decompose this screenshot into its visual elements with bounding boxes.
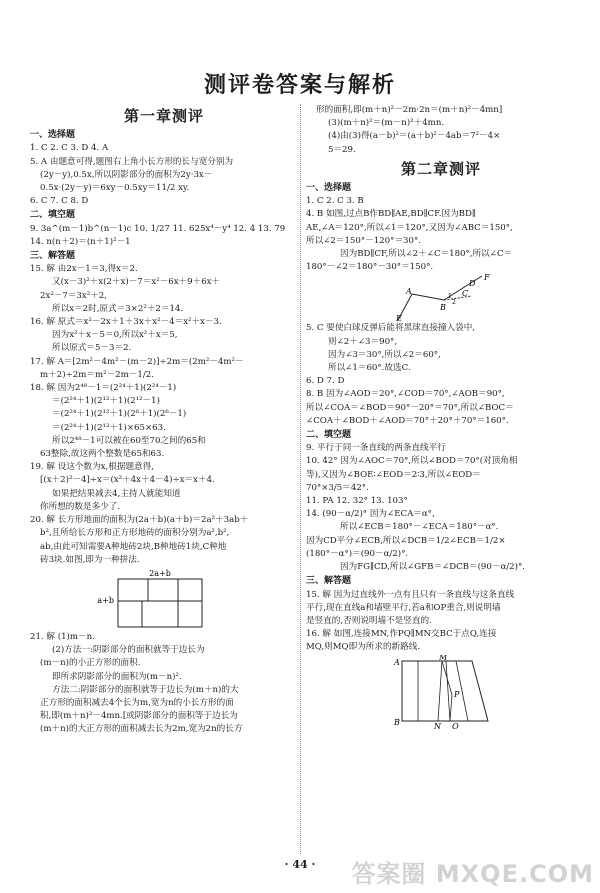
answer-line: 6. C 7. C 8. D bbox=[30, 196, 89, 207]
answer-line: 所以2⁴⁸－1可以被在60至70之间的65和 bbox=[52, 435, 206, 446]
fig2-label-q: Q bbox=[452, 721, 459, 729]
answer-line: 所以x＝2时,原式＝3×2²＋2＝14. bbox=[52, 303, 184, 314]
answer-line: 10. 42° 因为∠AOC＝70°,所以∠BOD＝70°(对顶角相 bbox=[306, 456, 518, 467]
answer-line: 1. C 2. C 3. D 4. A bbox=[30, 143, 109, 154]
answer-line: 21. 解 (1)m－n. bbox=[30, 631, 95, 642]
fig1-label-c: C bbox=[462, 289, 469, 299]
answer-line: 因为CD平分∠ECB,所以∠DCB＝1/2∠ECB＝1/2× bbox=[306, 535, 506, 546]
parallel-lines-diagram bbox=[306, 274, 576, 322]
watermark: 答案圈 MXQE.COM bbox=[351, 860, 594, 888]
chapter-2-answers bbox=[306, 182, 576, 274]
answer-line: (m＋n)的大正方形的面积减去长为2m,宽为2n的长方 bbox=[40, 724, 243, 735]
answer-line: 6. D 7. D bbox=[306, 376, 345, 387]
answer-line: 14. n(n＋2)＝(n＋1)²－1 bbox=[30, 236, 131, 247]
fig2-label-b: B bbox=[394, 717, 400, 727]
answer-line: 16. 解 如图,连接MN,作PQ∥MN交BC于点Q,连接 bbox=[306, 629, 497, 640]
answer-line: 5. C 要使白球反弹后能将黑球直接撞入袋中, bbox=[306, 323, 476, 334]
trapezoid-path-diagram bbox=[306, 655, 576, 729]
answer-line: 9. 3a^(m－1)b^(n－1)c 10. 1/27 11. 625x⁴－y⁴ 12. 4 13. 79 bbox=[30, 223, 286, 234]
angle-figure bbox=[306, 274, 576, 322]
answer-line: 因为∠3＝30°,所以∠2＝60°, bbox=[328, 349, 441, 360]
answer-line: 即所求阴影部分的面积为(m－n)². bbox=[52, 671, 182, 682]
fig1-label-f: F bbox=[484, 274, 490, 283]
answer-line: 8. B 因为∠AOD＝20°,∠COD＝70°,∠AOB＝90°, bbox=[306, 389, 505, 400]
answer-line: (4)由(3)得(a－b)²＝(a＋b)²－4ab＝7²－4× bbox=[328, 131, 501, 142]
section-heading: 二、填空题 bbox=[30, 210, 76, 221]
fig1-label-d: D bbox=[469, 279, 476, 289]
chapter-1-answers-cont bbox=[30, 631, 298, 737]
answer-line: 15. 解 因为过直线外一点有且只有一条直线与这条直线 bbox=[306, 589, 515, 600]
chapter-1-answers bbox=[30, 129, 298, 567]
page-number: · 44 · bbox=[284, 858, 316, 871]
column-divider bbox=[300, 104, 301, 854]
chapter-1-title: 第一章测评 bbox=[123, 107, 204, 125]
answer-line: 因为FG∥CD,所以∠GFB＝∠DCB＝(90－α/2)°. bbox=[340, 562, 526, 573]
answer-line: 砖3块.如图,即为一种拼法. bbox=[40, 554, 140, 565]
answer-line: 又(x－3)²＋x(2＋x)－7＝x²－6x＋9＋6x＋ bbox=[52, 277, 221, 288]
answer-line: b²,且所给长方形和正方形地砖的面积分别为a²,b², bbox=[40, 528, 230, 539]
section-heading: 一、选择题 bbox=[30, 130, 76, 141]
page-title: 测评卷答案与解析 bbox=[203, 73, 396, 98]
answer-line: 所以∠2＝150°－120°＝30°. bbox=[306, 235, 422, 246]
section-heading: 一、选择题 bbox=[306, 183, 352, 194]
fig1-label-a: A bbox=[406, 287, 412, 297]
answer-line: 因为x²＋x－5＝0,所以x²＋x＝5, bbox=[52, 330, 178, 341]
answer-line: 4. B 如图,过点B作BD∥AE,BD∥CF.因为BD∥ bbox=[306, 209, 476, 220]
answer-line: (180°－α°)＝(90－α/2)°. bbox=[306, 548, 409, 559]
answer-line: 1. C 2. C 3. B bbox=[306, 196, 364, 207]
right-column bbox=[306, 104, 576, 729]
answer-line: 所以∠COA＝∠BOD＝90°－20°＝70°,所以∠BOC＝ bbox=[306, 402, 514, 413]
answer-line: 63整除,故这两个整数是65和63. bbox=[40, 449, 165, 460]
answer-line: ＝(2²⁴＋1)(2¹²＋1)×65×63. bbox=[52, 422, 166, 433]
answer-line: 5＝29. bbox=[328, 144, 356, 155]
answer-line: 平行,现在直线a和墙壁平行,若a和OP重合,则说明墙 bbox=[306, 602, 501, 613]
answer-line: AE,∠A＝120°,所以∠1＝120°,又因为∠ABC＝150°, bbox=[306, 222, 513, 233]
left-column bbox=[30, 104, 298, 737]
answer-line: 9. 平行于同一条直线的两条直线平行 bbox=[306, 443, 446, 454]
tiling-diagram bbox=[30, 567, 298, 631]
answer-line: 正方形的面积减去4个长为m,宽为n的小长方形的面 bbox=[40, 697, 234, 708]
answer-line: 70°×3/5＝42°. bbox=[306, 482, 369, 493]
section-heading: 三、解答题 bbox=[30, 251, 76, 262]
chapter-2-answers-cont bbox=[306, 322, 576, 654]
fig-top-label: 2a+b bbox=[149, 568, 171, 578]
answer-line: 如果把结果减去4,主持人就能知道 bbox=[52, 488, 181, 499]
answer-line: [(x＋2)²－4]÷x＝(x²＋4x＋4－4)÷x＝x＋4. bbox=[40, 475, 215, 486]
answer-line: 16. 解 原式＝x²－2x＋1＋3x＋x²－4＝x²＋x－3. bbox=[30, 317, 222, 328]
answer-line: 所以∠ECB＝180°－∠ECA＝180°－α°. bbox=[340, 522, 499, 533]
fig1-label-1: 1 bbox=[448, 293, 452, 301]
answer-line: 你所想的数是多少了. bbox=[40, 501, 121, 512]
answer-line: 因为BD∥CF,所以∠2＋∠C＝180°,所以∠C＝ bbox=[340, 249, 513, 260]
fig1-label-b: B bbox=[440, 303, 446, 313]
answer-line: 17. 解 A＝[2m²－4m²－(m－2)]÷2m＝(2m²－4m²－ bbox=[30, 356, 244, 367]
answer-line: m＋2)÷2m＝m²－2m－1/2. bbox=[40, 369, 154, 380]
answer-line: 19. 解 设这个数为x,根据题意得, bbox=[30, 462, 154, 473]
chapter-2-title: 第二章测评 bbox=[400, 159, 481, 178]
fig2-label-p: P bbox=[454, 689, 460, 699]
answer-line: 形的面积,即(m＋n)²－2m·2n＝(m＋n)²－4mn] bbox=[316, 105, 503, 115]
answer-line: (2y－y),0.5x,所以阴影部分的面积为2y·3x－ bbox=[40, 169, 213, 180]
answer-line: ＝(2²⁴＋1)(2¹²＋1)(2⁶＋1)(2⁶－1) bbox=[52, 409, 187, 420]
answer-line: (3)(m＋n)²＝(m－n)²＋4mn. bbox=[328, 118, 445, 129]
answer-line: 积,即(m＋n)²－4mn.[或阴影部分的面积等于边长为 bbox=[40, 711, 238, 722]
answer-line: 15. 解 由2x－1＝3,得x＝2. bbox=[30, 264, 138, 275]
section-heading: 二、填空题 bbox=[306, 430, 352, 441]
answer-line: ab,由此可知需要A种地砖2块,B种地砖1块,C种地 bbox=[40, 541, 227, 552]
path-figure bbox=[306, 655, 576, 729]
answer-line: 方法二:阴影部分的面积就等于边长为(m＋n)的大 bbox=[52, 684, 239, 695]
answer-line: 20. 解 长方形地面的面积为(2a＋b)(a＋b)＝2a²＋3ab＋ bbox=[30, 515, 249, 526]
answer-line: 5. A 由题意可得,题图右上角小长方形的长与宽分别为 bbox=[30, 156, 234, 167]
answer-line: (2)方法一:阴影部分的面积就等于边长为 bbox=[52, 645, 205, 656]
answer-line: 所以原式＝5－3＝2. bbox=[52, 343, 132, 354]
fig2-label-a: A bbox=[394, 657, 400, 667]
answer-line: 2x²－7＝3x²＋2, bbox=[40, 290, 107, 301]
fig2-label-m: M bbox=[439, 654, 448, 662]
answer-line: (m－n)的小正方形的面积. bbox=[40, 658, 141, 669]
fig2-label-n: N bbox=[434, 721, 441, 729]
answer-line: 11. PA 12. 32° 13. 103° bbox=[306, 496, 408, 507]
tiling-figure bbox=[30, 567, 298, 631]
answer-line: ∠COA＋∠BOD＋∠AOD＝70°＋20°＋70°＝160°. bbox=[306, 415, 509, 426]
fig1-label-e: E bbox=[396, 314, 402, 323]
answer-line: 14. (90－α/2)° 因为∠ECA＝α°, bbox=[306, 509, 435, 520]
chapter-1-answers-end bbox=[306, 104, 576, 157]
answer-line: 等),又因为∠BOE∶∠EOD＝2∶3,所以∠EOD＝ bbox=[306, 469, 481, 480]
answer-line: 18. 解 因为2⁴⁸－1＝(2²⁴＋1)(2²⁴－1) bbox=[30, 383, 177, 394]
answer-line: 则∠2＋∠3＝90°, bbox=[328, 336, 398, 347]
answer-line: 180°－∠2＝180°－30°＝150°. bbox=[306, 262, 434, 273]
answer-line: 所以∠1＝60°.故选C. bbox=[328, 363, 411, 374]
answer-line: MQ,则MQ即为所求的新路线. bbox=[306, 642, 421, 653]
fig1-label-2: 2 bbox=[452, 299, 456, 307]
answer-line: 0.5x·(2y－y)＝6xy－0.5xy＝11/2 xy. bbox=[40, 183, 190, 194]
answer-line: ＝(2²⁴＋1)(2¹²＋1)(2¹²－1) bbox=[52, 396, 160, 407]
fig-side-label: a+b bbox=[97, 595, 114, 605]
section-heading: 三、解答题 bbox=[306, 576, 352, 587]
answer-line: 是竖直的,否则说明墙不是竖直的. bbox=[306, 615, 432, 626]
